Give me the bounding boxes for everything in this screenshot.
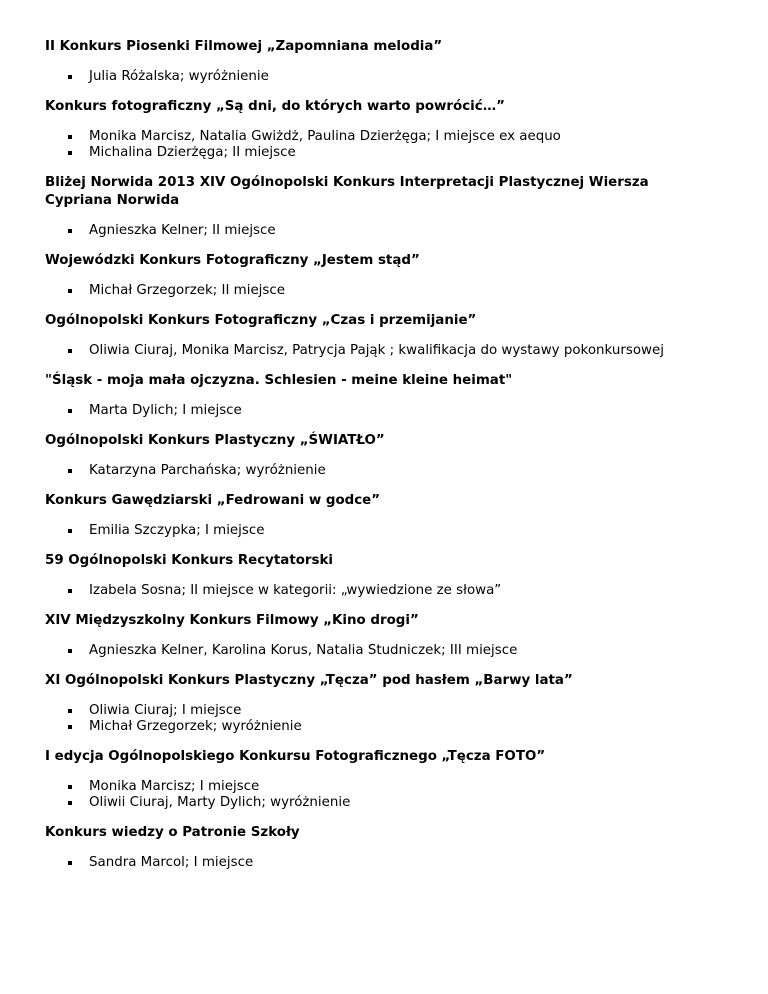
list-item [45, 69, 768, 85]
square-bullet-icon [68, 349, 72, 353]
award-section [45, 38, 768, 85]
award-list [45, 69, 768, 85]
award-section [45, 824, 768, 871]
award-text: Emilia Szczypka; I miejsce [89, 523, 265, 538]
square-bullet-icon [68, 135, 72, 139]
award-section [45, 252, 768, 299]
award-section [45, 552, 768, 599]
award-text: Michał Grzegorzek; wyróżnienie [89, 719, 302, 734]
contest-title: Ogólnopolski Konkurs Plastyczny „ŚWIATŁO” [45, 433, 385, 448]
award-text: Michał Grzegorzek; II miejsce [89, 283, 285, 298]
award-text: Marta Dylich; I miejsce [89, 403, 242, 418]
contest-title: Konkurs fotograficzny „Są dni, do których warto powrócić…” [45, 99, 505, 114]
square-bullet-icon [68, 861, 72, 865]
contest-title: XIV Międzyszkolny Konkurs Filmowy „Kino drogi” [45, 613, 419, 628]
list-item [45, 343, 768, 359]
contest-title: XI Ogólnopolski Konkurs Plastyczny „Tęcza” pod hasłem „Barwy lata” [45, 673, 573, 688]
award-list [45, 779, 768, 811]
award-list [45, 855, 768, 871]
contest-title: Konkurs Gawędziarski „Fedrowani w godce” [45, 493, 381, 508]
list-item [45, 223, 768, 239]
award-section [45, 174, 768, 239]
square-bullet-icon [68, 725, 72, 729]
award-section [45, 748, 768, 811]
award-text: Katarzyna Parchańska; wyróżnienie [89, 463, 326, 478]
contest-title: Wojewódzki Konkurs Fotograficzny „Jestem stąd” [45, 253, 420, 268]
award-list [45, 223, 768, 239]
square-bullet-icon [68, 785, 72, 789]
award-text: Oliwii Ciuraj, Marty Dylich; wyróżnienie [89, 795, 351, 810]
award-section [45, 612, 768, 659]
award-text: Sandra Marcol; I miejsce [89, 855, 254, 870]
list-item [45, 703, 768, 719]
award-text: Julia Różalska; wyróżnienie [89, 69, 269, 84]
sections-container [45, 38, 768, 871]
square-bullet-icon [68, 649, 72, 653]
award-list [45, 283, 768, 299]
list-item [45, 463, 768, 479]
square-bullet-icon [68, 75, 72, 79]
square-bullet-icon [68, 589, 72, 593]
square-bullet-icon [68, 289, 72, 293]
list-item [45, 643, 768, 659]
award-list [45, 523, 768, 539]
award-text: Oliwia Ciuraj, Monika Marcisz, Patrycja Pająk ; kwalifikacja do wystawy pokonkursowej [89, 343, 664, 358]
contest-title: II Konkurs Piosenki Filmowej „Zapomniana melodia” [45, 39, 443, 54]
award-section [45, 98, 768, 161]
award-text: Izabela Sosna; II miejsce w kategorii: „wywiedzione ze słowa” [89, 583, 502, 598]
contest-title: "Śląsk - moja mała ojczyzna. Schlesien - meine kleine heimat" [45, 373, 513, 388]
award-text: Michalina Dzierżęga; II miejsce [89, 145, 296, 160]
award-section [45, 372, 768, 419]
contest-title: 59 Ogólnopolski Konkurs Recytatorski [45, 553, 334, 568]
list-item [45, 719, 768, 735]
award-section [45, 432, 768, 479]
list-item [45, 795, 768, 811]
award-list [45, 583, 768, 599]
award-text: Monika Marcisz; I miejsce [89, 779, 260, 794]
list-item [45, 283, 768, 299]
award-section [45, 492, 768, 539]
award-section [45, 312, 768, 359]
list-item [45, 145, 768, 161]
contest-title: Konkurs wiedzy o Patronie Szkoły [45, 825, 300, 840]
list-item [45, 129, 768, 145]
award-list [45, 343, 768, 359]
award-list [45, 129, 768, 161]
list-item [45, 403, 768, 419]
list-item [45, 779, 768, 795]
contest-title: Ogólnopolski Konkurs Fotograficzny „Czas i przemijanie” [45, 313, 477, 328]
square-bullet-icon [68, 469, 72, 473]
square-bullet-icon [68, 151, 72, 155]
award-text: Oliwia Ciuraj; I miejsce [89, 703, 242, 718]
contest-title: I edycja Ogólnopolskiego Konkursu Fotograficznego „Tęcza FOTO” [45, 749, 546, 764]
award-section [45, 672, 768, 735]
list-item [45, 523, 768, 539]
contest-title: Bliżej Norwida 2013 XIV Ogólnopolski Konkurs Interpretacji Plastycznej Wiersza Cypriana Norwida [45, 175, 649, 208]
list-item [45, 855, 768, 871]
list-item [45, 583, 768, 599]
square-bullet-icon [68, 801, 72, 805]
award-list [45, 643, 768, 659]
award-text: Agnieszka Kelner; II miejsce [89, 223, 276, 238]
award-text: Monika Marcisz, Natalia Gwiżdż, Paulina Dzierżęga; I miejsce ex aequo [89, 129, 561, 144]
square-bullet-icon [68, 409, 72, 413]
award-list [45, 403, 768, 419]
square-bullet-icon [68, 229, 72, 233]
square-bullet-icon [68, 529, 72, 533]
square-bullet-icon [68, 709, 72, 713]
award-text: Agnieszka Kelner, Karolina Korus, Natalia Studniczek; III miejsce [89, 643, 518, 658]
award-list [45, 463, 768, 479]
award-list [45, 703, 768, 735]
